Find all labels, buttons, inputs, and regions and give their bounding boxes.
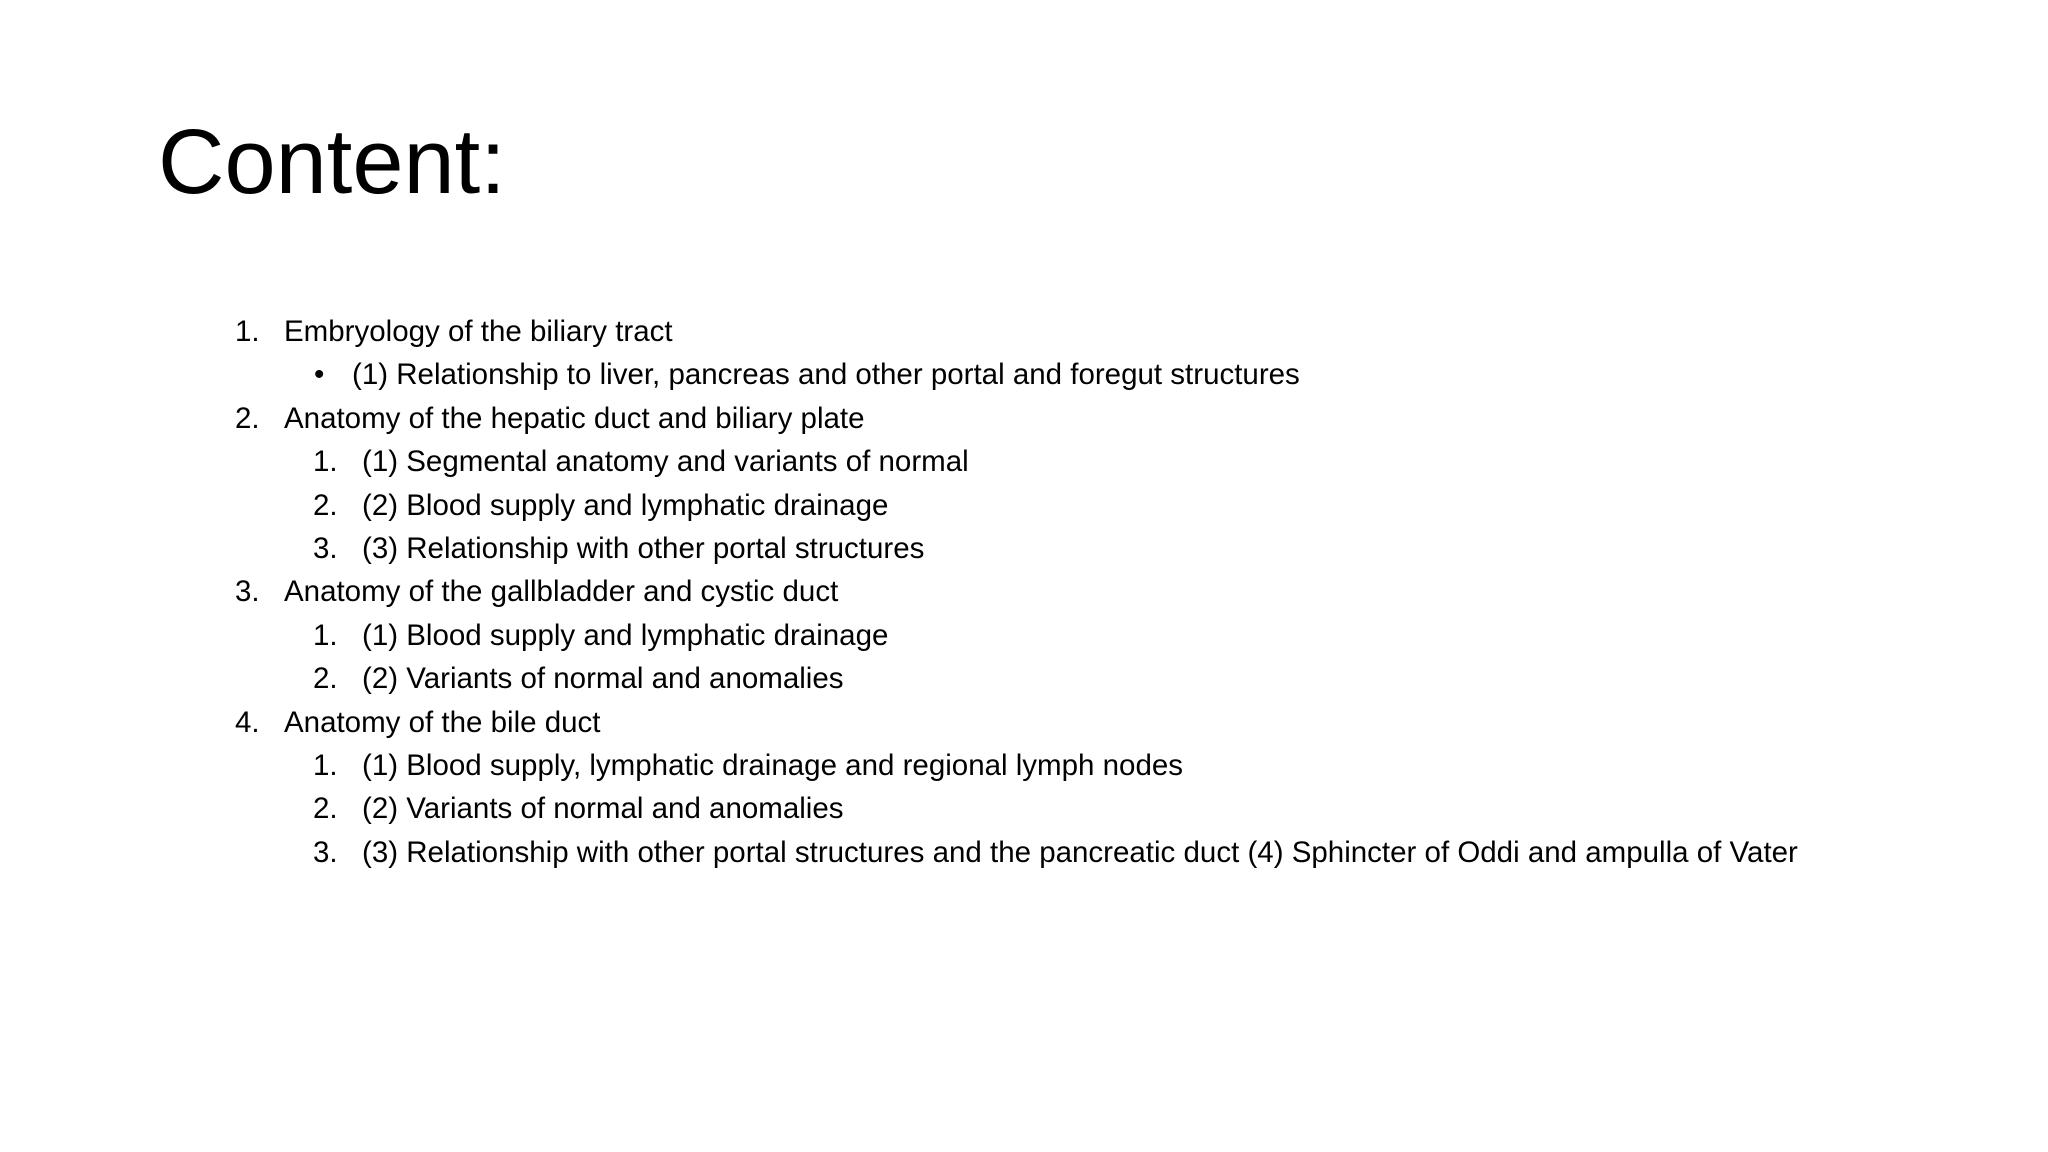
subitem-number: 1. [313, 748, 338, 782]
outline-subitem [232, 353, 2012, 396]
outline-subitem [232, 787, 2012, 830]
subitem-text: (1) Blood supply and lymphatic drainage [362, 618, 889, 652]
slide-title: Content: [158, 111, 506, 213]
outline-subitem [232, 831, 2012, 874]
item-number: 2. [235, 401, 260, 435]
subitem-number: 2. [313, 488, 338, 522]
subitem-text: (3) Relationship with other portal structures and the pancreatic duct (4) Sphincter of Oddi and ampulla of Vater [362, 835, 1798, 869]
item-text: Anatomy of the gallbladder and cystic duct [284, 575, 839, 609]
item-number: 3. [235, 575, 260, 609]
outline-list [232, 310, 2012, 874]
subitem-text: (1) Relationship to liver, pancreas and other portal and foregut structures [352, 358, 1300, 392]
subitem-text: (1) Blood supply, lymphatic drainage and regional lymph nodes [362, 748, 1184, 782]
outline-subitem [232, 484, 2012, 527]
subitem-number: 2. [313, 662, 338, 696]
outline-subitem [232, 527, 2012, 570]
item-text: Anatomy of the bile duct [284, 705, 601, 739]
outline-subitem [232, 440, 2012, 483]
outline-item [232, 570, 2012, 613]
subitem-text: (2) Blood supply and lymphatic drainage [362, 488, 889, 522]
item-text: Embryology of the biliary tract [284, 315, 673, 348]
subitem-number: 3. [313, 835, 338, 869]
subitem-text: (1) Segmental anatomy and variants of normal [362, 445, 969, 479]
bullet-marker: • [314, 358, 325, 392]
outline-item [232, 701, 2012, 744]
item-number: 4. [235, 705, 260, 739]
subitem-text: (3) Relationship with other portal structures [362, 531, 925, 565]
subitem-text: (2) Variants of normal and anomalies [362, 792, 844, 826]
item-number: 1. [235, 315, 260, 348]
outline-item [232, 397, 2012, 440]
subitem-number: 3. [313, 531, 338, 565]
subitem-number: 1. [313, 618, 338, 652]
outline-item [232, 310, 2012, 353]
subitem-number: 1. [313, 445, 338, 479]
outline-subitem [232, 744, 2012, 787]
subitem-number: 2. [313, 792, 338, 826]
item-text: Anatomy of the hepatic duct and biliary plate [284, 401, 865, 435]
outline-subitem [232, 614, 2012, 657]
outline-subitem [232, 657, 2012, 700]
subitem-text: (2) Variants of normal and anomalies [362, 662, 844, 696]
